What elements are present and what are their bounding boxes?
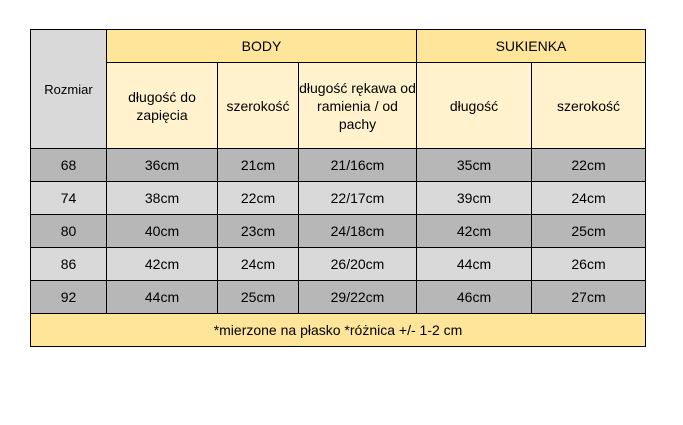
table-cell: 35cm bbox=[417, 149, 532, 182]
size-cell: 68 bbox=[31, 149, 107, 182]
table-cell: 26cm bbox=[532, 248, 646, 281]
subheader-dress-length: długość bbox=[417, 63, 532, 149]
size-cell: 74 bbox=[31, 182, 107, 215]
table-cell: 44cm bbox=[417, 248, 532, 281]
table-cell: 36cm bbox=[107, 149, 218, 182]
table-cell: 38cm bbox=[107, 182, 218, 215]
table-cell: 46cm bbox=[417, 281, 532, 314]
table-cell: 22/17cm bbox=[299, 182, 417, 215]
table-cell: 23cm bbox=[218, 215, 299, 248]
table-cell: 22cm bbox=[532, 149, 646, 182]
subheader-row bbox=[31, 63, 646, 149]
footer-row bbox=[31, 314, 646, 347]
table-cell: 24/18cm bbox=[299, 215, 417, 248]
subheader-body-width: szerokość bbox=[218, 63, 299, 149]
group-header-row bbox=[31, 30, 646, 63]
table-row bbox=[31, 281, 646, 314]
table-cell: 39cm bbox=[417, 182, 532, 215]
table-cell: 27cm bbox=[532, 281, 646, 314]
table-cell: 24cm bbox=[218, 248, 299, 281]
table-row bbox=[31, 182, 646, 215]
table-cell: 22cm bbox=[218, 182, 299, 215]
size-cell: 86 bbox=[31, 248, 107, 281]
table-cell: 29/22cm bbox=[299, 281, 417, 314]
dress-group-header: SUKIENKA bbox=[417, 30, 646, 63]
subheader-body-length: długość do zapięcia bbox=[107, 63, 218, 149]
subheader-dress-width: szerokość bbox=[532, 63, 646, 149]
table-cell: 21/16cm bbox=[299, 149, 417, 182]
table-cell: 42cm bbox=[107, 248, 218, 281]
table-row bbox=[31, 215, 646, 248]
table-cell: 25cm bbox=[532, 215, 646, 248]
table-cell: 42cm bbox=[417, 215, 532, 248]
table-cell: 25cm bbox=[218, 281, 299, 314]
subheader-sleeve-length: długość rękawa od ramienia / od pachy bbox=[299, 63, 417, 149]
table-cell: 21cm bbox=[218, 149, 299, 182]
table-cell: 26/20cm bbox=[299, 248, 417, 281]
size-chart-table bbox=[30, 29, 646, 347]
measurement-note: *mierzone na płasko *różnica +/- 1-2 cm bbox=[31, 314, 646, 347]
table-row bbox=[31, 149, 646, 182]
table-cell: 24cm bbox=[532, 182, 646, 215]
body-group-header: BODY bbox=[107, 30, 417, 63]
size-cell: 92 bbox=[31, 281, 107, 314]
table-cell: 44cm bbox=[107, 281, 218, 314]
table-cell: 40cm bbox=[107, 215, 218, 248]
table-row bbox=[31, 248, 646, 281]
size-cell: 80 bbox=[31, 215, 107, 248]
size-column-header: Rozmiar bbox=[31, 30, 107, 149]
